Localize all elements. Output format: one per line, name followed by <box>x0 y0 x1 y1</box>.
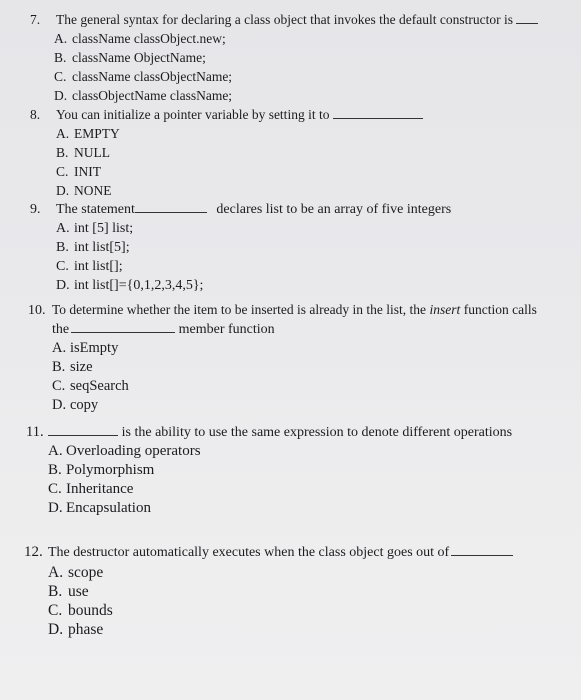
question-8 <box>30 105 423 200</box>
option-c: C. INIT <box>56 164 101 179</box>
option-d: D. classObjectName className; <box>54 88 233 103</box>
question-number: 9. <box>30 202 41 217</box>
stem-text: You can initialize a pointer variable by setting it to <box>56 107 330 122</box>
answer-blank <box>451 543 513 556</box>
question-stem <box>24 542 513 563</box>
option-a: A. int [5] list; <box>56 221 134 236</box>
question-number: 8. <box>30 107 41 122</box>
option-a: A. className classObject.new; <box>54 31 226 46</box>
stem-text-continued: declares list to be an array of five integers <box>216 202 452 217</box>
option-a: A. isEmpty <box>52 340 119 356</box>
stem-text: The destructor automatically executes when the class object goes out of <box>48 545 450 560</box>
option-list <box>54 29 538 105</box>
option-c: C. Inheritance <box>48 481 134 497</box>
option-d: D. phase <box>48 621 104 638</box>
option-c: C. int list[]; <box>56 259 123 274</box>
question-9 <box>30 200 451 295</box>
answer-blank <box>135 200 207 213</box>
stem-text: is the ability to use the same expression to denote different operations <box>121 425 513 440</box>
question-7 <box>30 10 538 105</box>
stem-text: The statement <box>56 202 135 217</box>
option-d: D. Encapsulation <box>48 500 151 516</box>
stem-text: To determine whether the item to be inserted is already in the list, the <box>52 302 426 317</box>
answer-blank <box>48 423 118 436</box>
option-c: C. seqSearch <box>52 378 129 394</box>
question-11 <box>26 423 512 518</box>
option-b: B. size <box>52 359 93 375</box>
question-number: 12. <box>24 544 43 560</box>
option-list <box>56 219 451 295</box>
option-d: D. int list[]={0,1,2,3,4,5}; <box>56 278 204 293</box>
option-d: D. copy <box>52 397 99 413</box>
question-stem <box>28 300 537 320</box>
question-10 <box>28 300 537 415</box>
option-b: B. use <box>48 583 89 600</box>
option-b: B. Polymorphism <box>48 462 155 478</box>
question-stem <box>30 10 538 29</box>
answer-blank <box>71 320 175 333</box>
question-number: 7. <box>30 12 41 27</box>
option-a: A. Overloading operators <box>48 443 201 459</box>
stem-text-continued: function calls <box>463 302 537 317</box>
stem-text-prefix: the <box>52 322 70 337</box>
option-b: B. int list[5]; <box>56 240 130 255</box>
option-a: A. EMPTY <box>56 126 120 141</box>
stem-text: The general syntax for declaring a class object that invokes the default constructor is <box>56 12 513 27</box>
question-stem <box>30 105 423 124</box>
option-list <box>48 442 512 518</box>
question-stem <box>26 423 512 442</box>
question-number: 11. <box>26 424 44 440</box>
option-a: A. scope <box>48 564 104 581</box>
option-c: C. bounds <box>48 602 113 619</box>
stem-emphasis: insert <box>429 302 461 317</box>
option-list <box>56 124 423 200</box>
question-stem <box>30 200 451 219</box>
stem-text-suffix: member function <box>178 322 275 337</box>
answer-blank <box>333 106 423 119</box>
option-c: C. className classObjectName; <box>54 69 233 84</box>
question-stem-line-2 <box>52 320 537 339</box>
option-list <box>52 339 537 415</box>
answer-blank <box>516 11 538 24</box>
question-number: 10. <box>28 303 46 318</box>
option-b: B. NULL <box>56 145 110 160</box>
option-b: B. className ObjectName; <box>54 50 206 65</box>
option-list <box>48 563 513 639</box>
question-12 <box>24 542 513 639</box>
option-d: D. NONE <box>56 183 112 198</box>
